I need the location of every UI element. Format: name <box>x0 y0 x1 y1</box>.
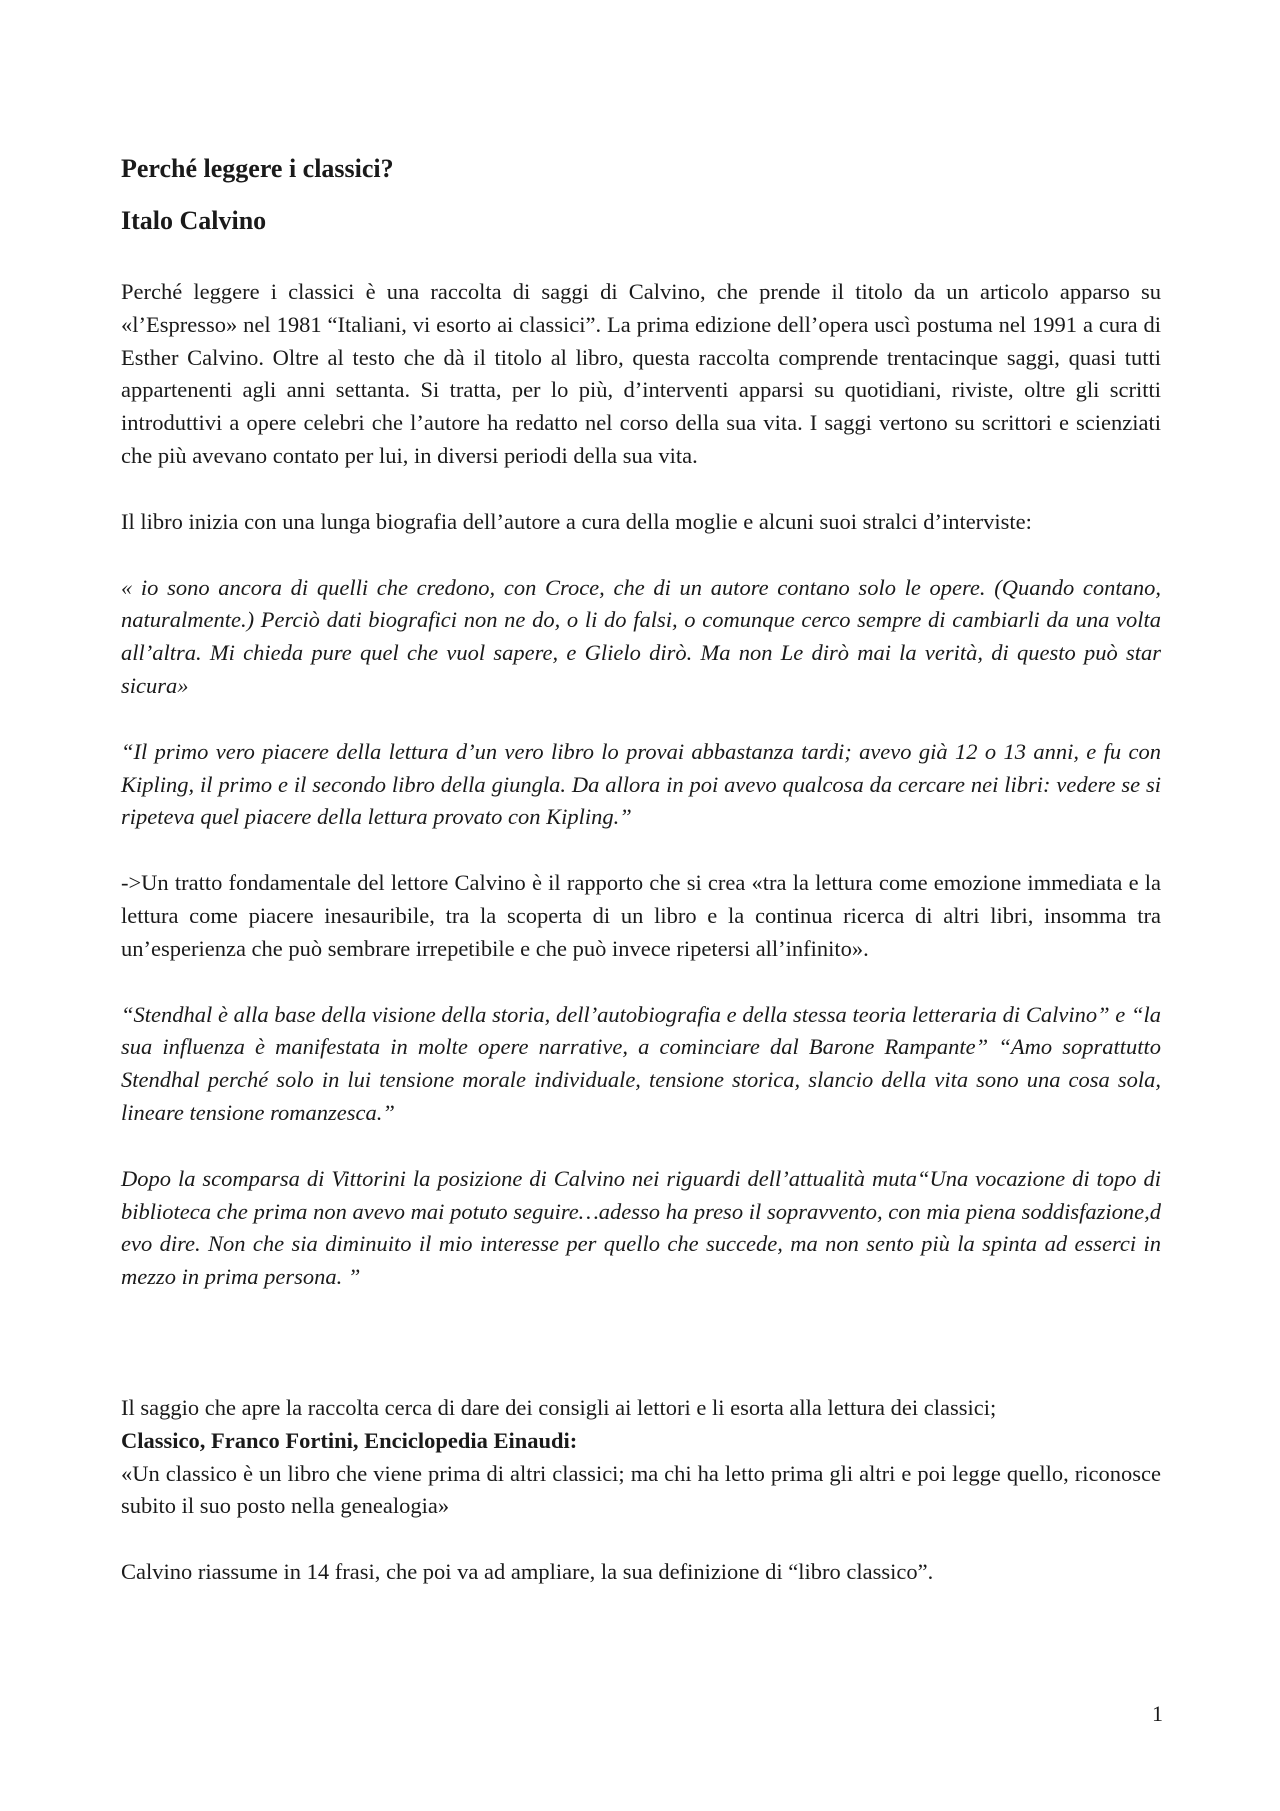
quote-kipling: “Il primo vero piacere della lettura d’un vero libro lo provai abbastanza tardi; avevo già 12 o 13 anni, e fu con Kipling, il primo e il secondo libro della giungla. Da allora in poi avevo qualcosa da cercare nei libri: vedere se si ripeteva quel piacere della lettura provato con Kipling.” <box>121 738 1161 830</box>
document-body <box>121 152 1161 1589</box>
paragraph-intro: Perché leggere i classici è una raccolta di saggi di Calvino, che prende il titolo da un articolo apparso su «l’Espresso» nel 1981 “Italiani, vi esorto ai classici”. La prima edizione dell’opera uscì postuma nel 1991 a cura di Esther Calvino. Oltre al testo che dà il titolo al libro, questa raccolta comprende trentacinque saggi, quasi tutti appartenenti agli anni settanta. Si tratta, per lo più, d’interventi apparsi su quotidiani, riviste, oltre gli scritti introduttivi a opere celebri che l’autore ha redatto nel corso della sua vita. I saggi vertono su scrittori e scienziati che più avevano contato per lui, in diversi periodi della sua vita. <box>121 279 1161 468</box>
quote-vittorini: Dopo la scomparsa di Vittorini la posizione di Calvino nei riguardi dell’attualità muta“Una vocazione di topo di biblioteca che prima non avevo mai potuto seguire…adesso ha preso il sopravvento, con mia piena soddisfazione,d evo dire. Non che sia diminuito il mio interesse per quello che succede, ma non sento più la spinta ad esserci in mezzo in prima persona. ” <box>121 1165 1161 1290</box>
quote-croce: « io sono ancora di quelli che credono, con Croce, che di un autore contano solo le opere. (Quando contano, naturalmente.) Perciò dati biografici non ne do, o li do falsi, o comunque cerco sempre di cambiarli da una volta all’altra. Mi chieda pure quel che vuol sapere, e Glielo dirò. Ma non Le dirò mai la verità, di questo può star sicura» <box>121 574 1161 698</box>
paragraph-reader: ->Un tratto fondamentale del lettore Calvino è il rapporto che si crea «tra la lettura come emozione immediata e la lettura come piacere inesauribile, tra la scoperta di un libro e la continua ricerca di altri libri, insomma tra un’esperienza che può sembrare irrepetibile e che può invece ripetersi all’infinito». <box>121 870 1161 961</box>
document-author: Italo Calvino <box>121 206 267 235</box>
paragraph-summary: Calvino riassume in 14 frasi, che poi va ad ampliare, la sua definizione di “libro classico”. <box>121 1559 934 1585</box>
fortini-heading: Classico, Franco Fortini, Enciclopedia Einaudi: <box>121 1427 578 1453</box>
paragraph-biography: Il libro inizia con una lunga biografia dell’autore a cura della moglie e alcuni suoi stralci d’interviste: <box>121 508 1032 534</box>
paragraph-essay-intro: Il saggio che apre la raccolta cerca di dare dei consigli ai lettori e li esorta alla lettura dei classici; <box>121 1394 997 1420</box>
document-title: Perché leggere i classici? <box>121 154 394 183</box>
page-number: 1 <box>1152 1701 1163 1726</box>
quote-fortini: «Un classico è un libro che viene prima di altri classici; ma chi ha letto prima gli altri e poi legge quello, riconosce subito il suo posto nella genealogia» <box>121 1460 1161 1519</box>
quote-stendhal: “Stendhal è alla base della visione della storia, dell’autobiografia e della stessa teoria letteraria di Calvino” e “la sua influenza è manifestata in molte opere narrative, a cominciare dal Barone Rampante” “Amo soprattutto Stendhal perché solo in lui tensione morale individuale, tensione storica, slancio della vita sono una cosa sola, lineare tensione romanzesca.” <box>121 1001 1161 1125</box>
